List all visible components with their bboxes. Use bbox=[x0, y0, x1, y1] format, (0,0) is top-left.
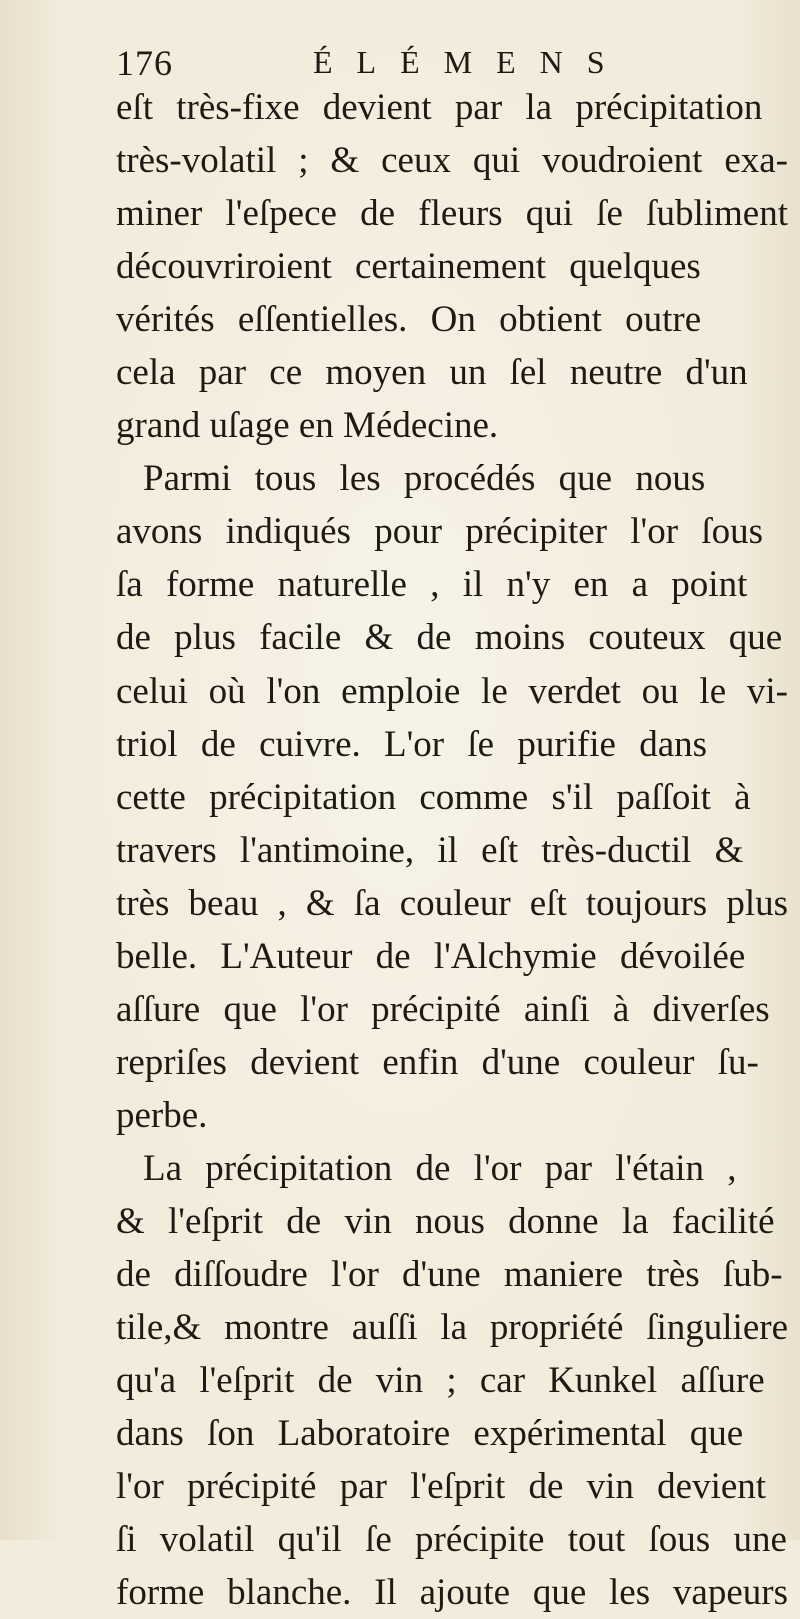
text-line: vérités eſſentielles. On obtient outre bbox=[116, 299, 702, 341]
text-line: de diſſoudre l'or d'une maniere très ſub- bbox=[116, 1254, 783, 1296]
text-line: cela par ce moyen un ſel neutre d'un bbox=[116, 352, 748, 394]
text-line: découvriroient certainement quelques bbox=[116, 246, 701, 288]
text-line: perbe. bbox=[116, 1094, 208, 1136]
page-number: 176 bbox=[116, 43, 173, 83]
text-line: cette précipitation comme s'il paſſoit à bbox=[116, 776, 751, 818]
text-line: dans ſon Laboratoire expérimental que bbox=[116, 1413, 744, 1455]
text-line: qu'a l'eſprit de vin ; car Kunkel aſſure bbox=[116, 1360, 765, 1402]
text-line: eſt très-fixe devient par la précipitation bbox=[116, 87, 763, 128]
text-line: de plus facile & de moins couteux que bbox=[116, 617, 783, 659]
text-line: Parmi tous les procédés que nous bbox=[143, 458, 706, 500]
running-title: ÉLÉMENS bbox=[313, 44, 629, 80]
body-text bbox=[116, 81, 796, 1619]
text-line: forme blanche. Il ajoute que les vapeurs bbox=[116, 1572, 788, 1614]
text-line: La précipitation de l'or par l'étain , bbox=[143, 1147, 737, 1189]
text-line: belle. L'Auteur de l'Alchymie dévoilée bbox=[116, 935, 746, 977]
text-line: très-volatil ; & ceux qui voudroient exa- bbox=[116, 140, 788, 182]
text-line: ſi volatil qu'il ſe précipite tout ſous une bbox=[116, 1519, 787, 1561]
text-line: triol de cuivre. L'or ſe purifie dans bbox=[116, 723, 708, 765]
text-line: ſa forme naturelle , il n'y en a point bbox=[116, 564, 748, 606]
text-line: & l'eſprit de vin nous donne la facilité bbox=[116, 1200, 775, 1242]
text-line: tile,& montre auſſi la propriété ſinguliere bbox=[116, 1307, 788, 1349]
text-line: celui où l'on emploie le verdet ou le vi- bbox=[116, 670, 788, 712]
text-line: repriſes devient enfin d'une couleur ſu- bbox=[116, 1041, 759, 1083]
text-line: très beau , & ſa couleur eſt toujours plus bbox=[116, 882, 788, 924]
text-line: grand uſage en Médecine. bbox=[116, 405, 499, 447]
text-line: travers l'antimoine, il eſt très-ductil & bbox=[116, 829, 744, 871]
text-line: miner l'eſpece de fleurs qui ſe ſubliment bbox=[116, 193, 788, 235]
text-line: aſſure que l'or précipité ainſi à diverſes bbox=[116, 988, 770, 1030]
text-line: l'or précipité par l'eſprit de vin devient bbox=[116, 1466, 767, 1508]
text-line: avons indiqués pour précipiter l'or ſous bbox=[116, 511, 763, 553]
